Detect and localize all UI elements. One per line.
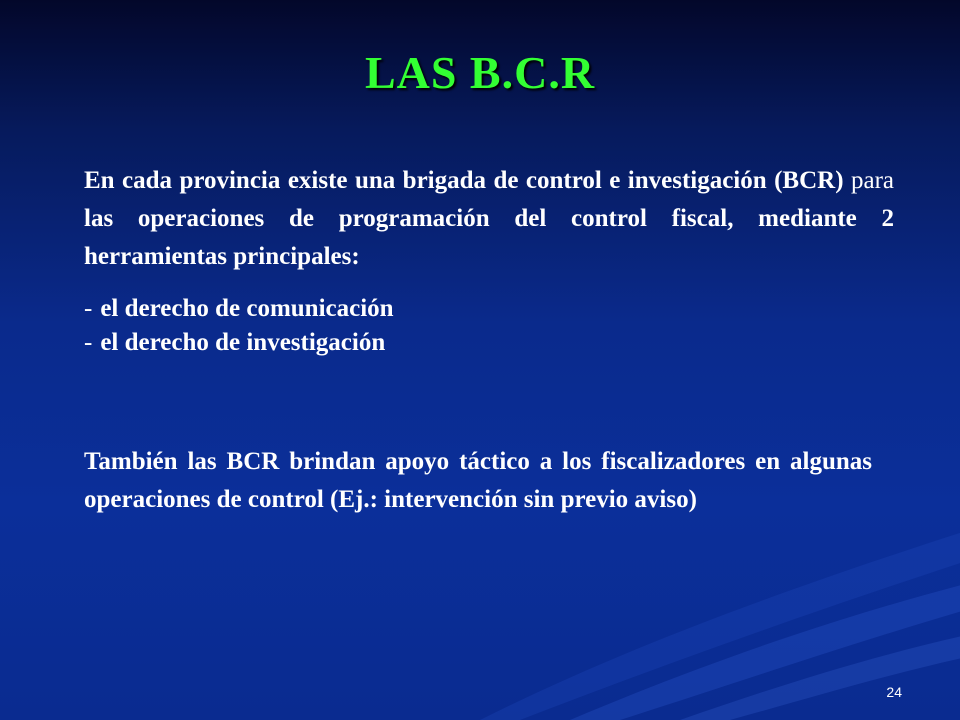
list-item-text: el derecho de investigación xyxy=(100,329,386,356)
intro-paragraph xyxy=(84,162,894,276)
list-bullet: - xyxy=(84,295,93,322)
intro-paragraph-part3: las operaciones de programación del control fiscal, mediante 2 herramientas principales: xyxy=(84,205,894,270)
slide-title: LAS B.C.R xyxy=(364,47,596,98)
slide-number: 24 xyxy=(886,684,902,700)
list-item xyxy=(84,292,884,326)
list-item-text: el derecho de comunicación xyxy=(100,295,394,322)
list-bullet: - xyxy=(84,329,93,356)
intro-paragraph-part2: para xyxy=(850,167,894,194)
tools-list xyxy=(84,292,884,360)
support-paragraph: También las BCR brindan apoyo táctico a los fiscalizadores en algunas operaciones de control (Ej.: intervención sin previo aviso) xyxy=(84,448,872,513)
list-item xyxy=(84,326,884,360)
intro-paragraph-part1: En cada provincia existe una brigada de control e investigación (BCR) xyxy=(84,167,844,194)
